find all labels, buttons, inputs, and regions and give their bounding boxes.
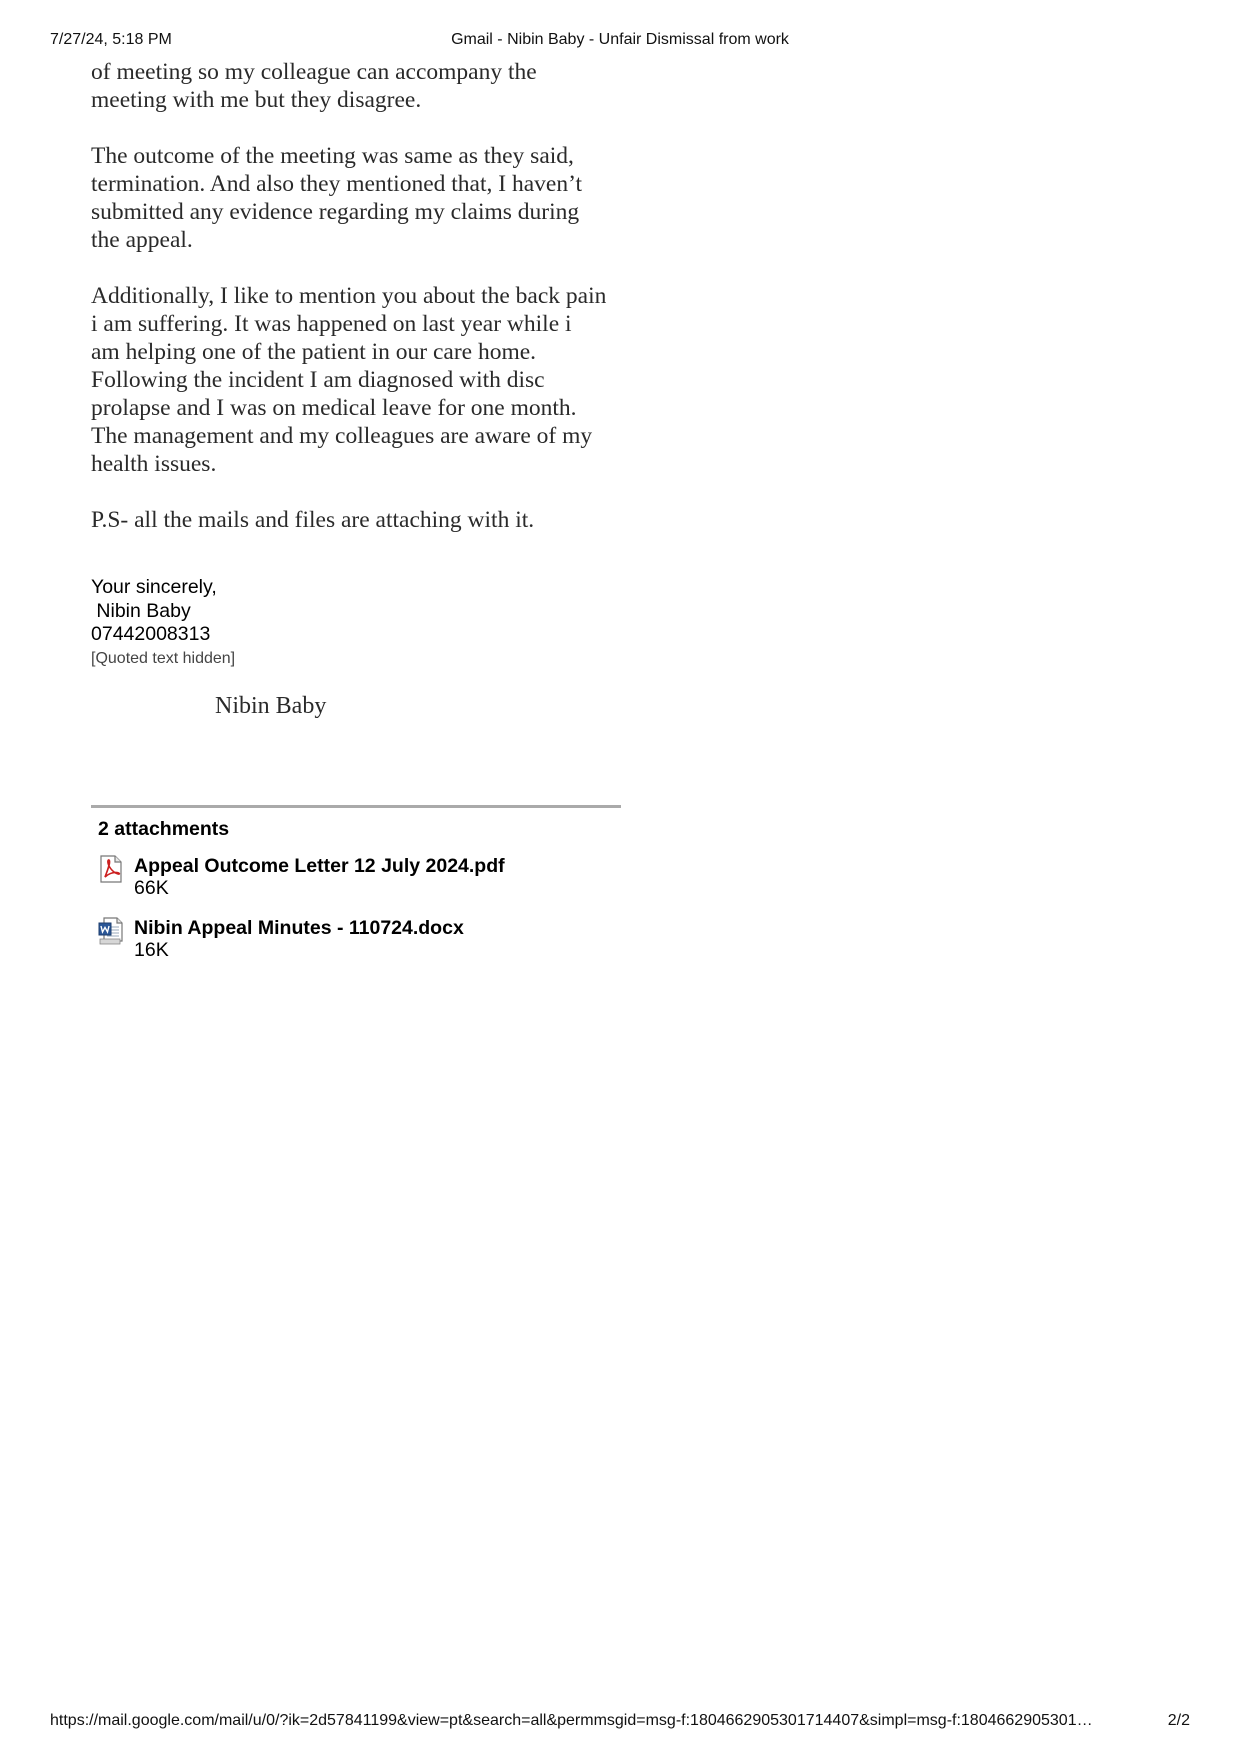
attachment-size: 16K	[134, 938, 169, 961]
signoff-name: Nibin Baby	[91, 599, 191, 622]
signature-name: Nibin Baby	[215, 692, 327, 719]
print-footer	[50, 1712, 1190, 1734]
print-datetime: 7/27/24, 5:18 PM	[50, 31, 172, 48]
pdf-file-icon	[97, 855, 125, 883]
page-number: 2/2	[1167, 1712, 1190, 1729]
print-title: Gmail - Nibin Baby - Unfair Dismissal from work	[451, 31, 789, 48]
attachment-size: 66K	[134, 876, 169, 899]
attachment-item[interactable]	[91, 917, 621, 965]
word-doc-icon	[97, 917, 125, 945]
message-paragraph: Additionally, I like to mention you about the back pain i am suffering. It was happened on last year while i am helping one of the patient in our care home. Following the incident I am diagnosed with disc prolapse and I was on medical leave for one month. The management and my colleagues are aware of my health issues.	[91, 283, 607, 477]
quoted-text-toggle[interactable]: [Quoted text hidden]	[91, 649, 236, 667]
attachment-name[interactable]: Nibin Appeal Minutes - 110724.docx	[134, 916, 464, 939]
print-header	[50, 31, 1190, 53]
attachments-section	[91, 805, 621, 965]
message-content	[91, 58, 691, 965]
message-paragraph: P.S- all the mails and files are attaching with it.	[91, 507, 535, 533]
signoff-phone: 07442008313	[91, 623, 211, 645]
attachments-count: 2 attachments	[98, 817, 230, 840]
print-url: https://mail.google.com/mail/u/0/?ik=2d57841199&view=pt&search=all&permmsgid=msg-f:1804662905301714407&simpl=msg-f:1804662905301…	[50, 1712, 1093, 1729]
message-paragraph: The outcome of the meeting was same as they said, termination. And also they mentioned that, I haven’t submitted any evidence regarding my claims during the appeal.	[91, 143, 582, 253]
attachment-name[interactable]: Appeal Outcome Letter 12 July 2024.pdf	[134, 854, 505, 877]
signoff-block	[91, 576, 691, 647]
attachment-item[interactable]	[91, 855, 621, 903]
signoff-closing: Your sincerely,	[91, 576, 217, 598]
message-paragraph: of meeting so my colleague can accompany the meeting with me but they disagree.	[91, 59, 537, 113]
